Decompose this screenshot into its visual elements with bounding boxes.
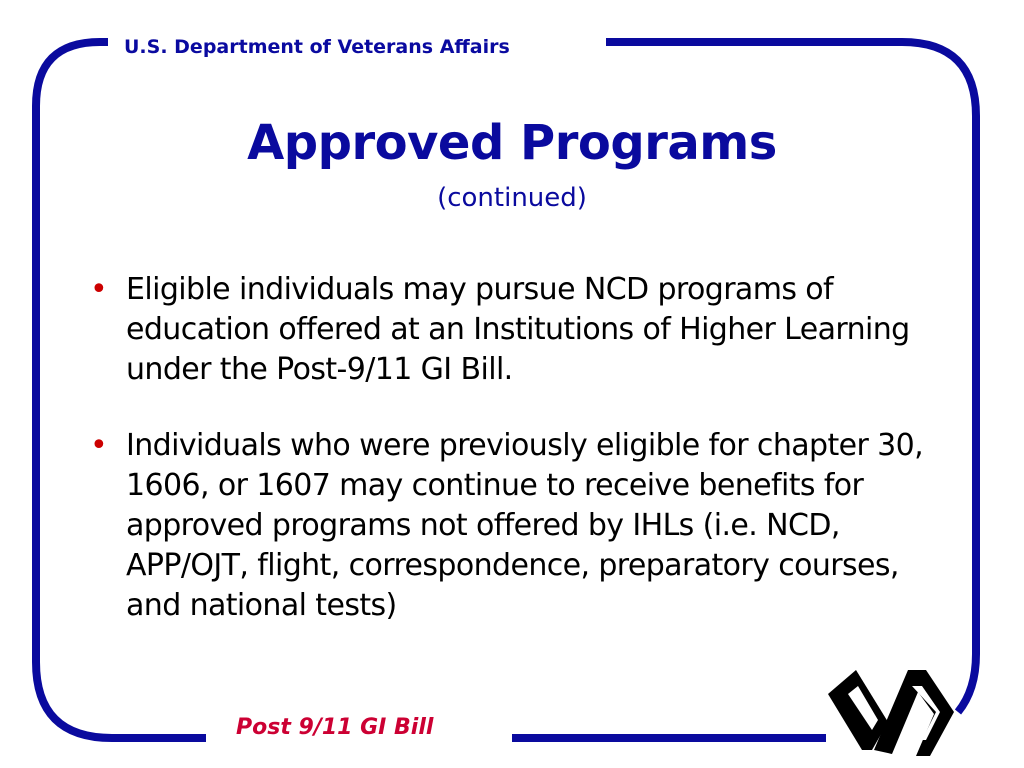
bullet-text: Eligible individuals may pursue NCD programs of education offered at an Institutions of Higher Learning under the Post-9/11 GI Bill. <box>126 272 910 387</box>
bullet-list <box>84 270 944 626</box>
slide-subtitle: (continued) <box>437 183 587 213</box>
department-name: U.S. Department of Veterans Affairs <box>124 36 510 58</box>
slide-title: Approved Programs <box>247 115 777 171</box>
bullet-text: Individuals who were previously eligible for chapter 30, 1606, or 1607 may continue to receive benefits for approved programs not offered by IHLs (i.e. NCD, APP/OJT, flight, correspondence, preparatory courses, and national tests) <box>126 428 924 623</box>
va-logo-right-chevron <box>874 670 954 756</box>
bullet-dot-icon: • <box>90 428 108 463</box>
va-logo-icon <box>826 664 956 760</box>
footer-program-name: Post 9/11 GI Bill <box>236 715 434 740</box>
bullet-dot-icon: • <box>90 272 108 307</box>
va-logo-left-chevron <box>828 670 888 750</box>
bullet-item <box>84 426 944 626</box>
bullet-item <box>84 270 944 390</box>
